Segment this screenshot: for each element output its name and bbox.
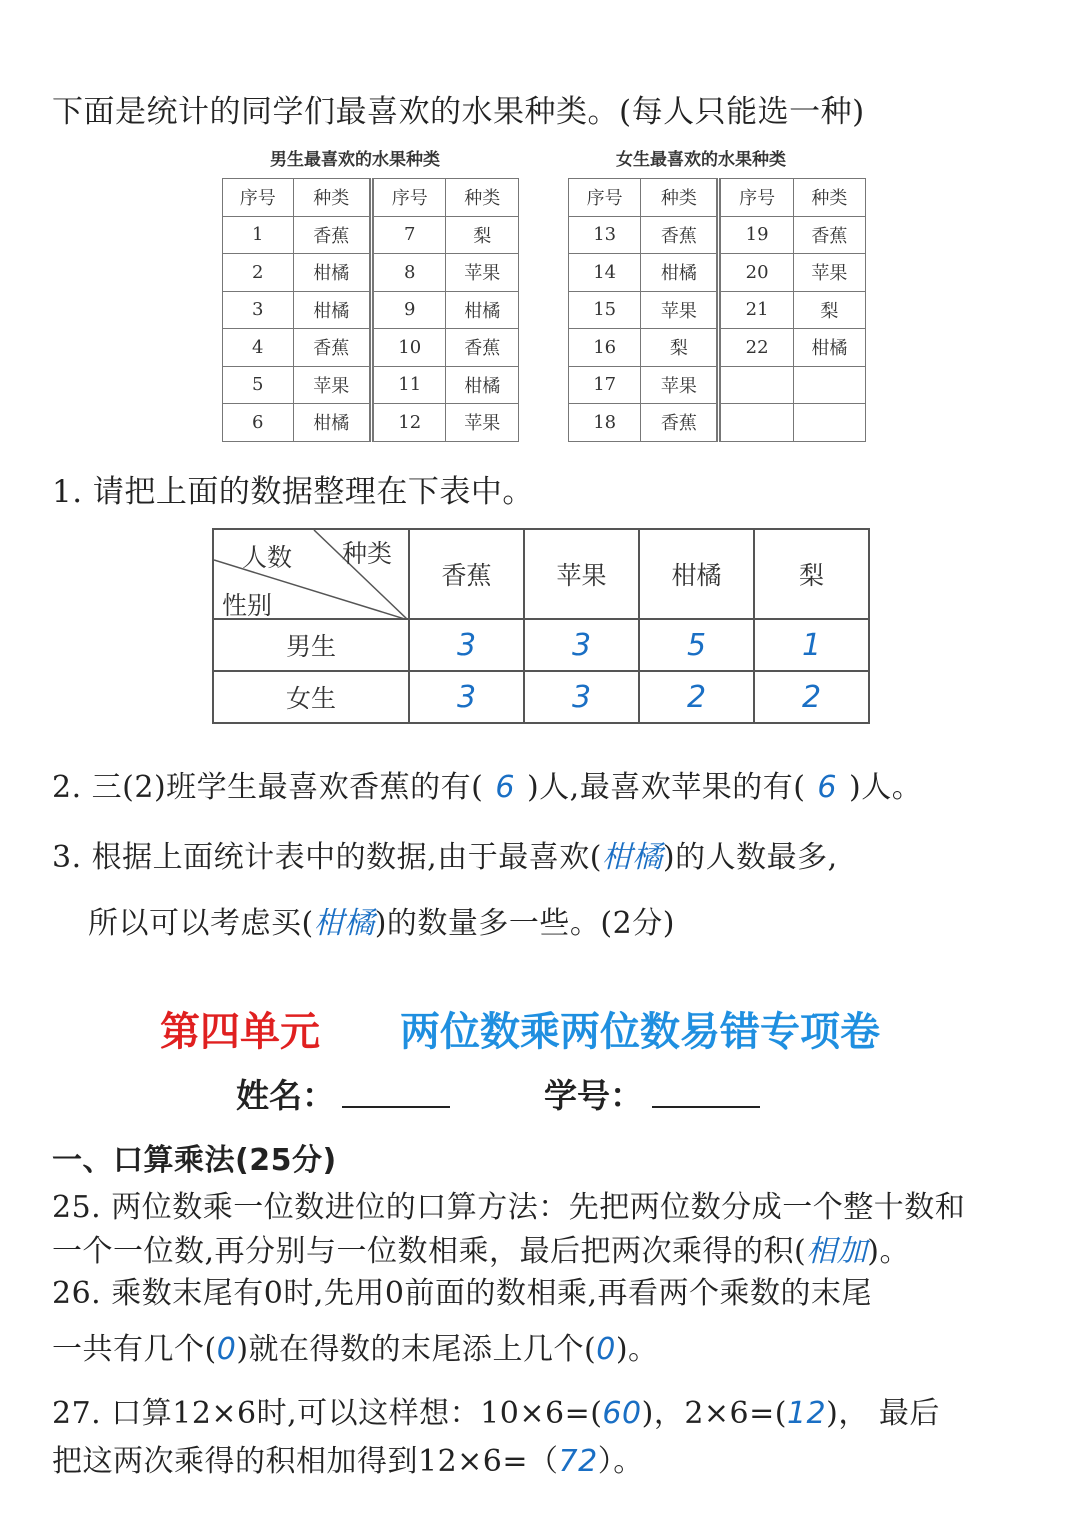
name-label: 姓名： [236,1076,335,1115]
table-cell: 15 [569,291,641,329]
table-cell: 3 [223,291,294,329]
q2-text-b: )人,最喜欢苹果的有( [526,770,806,805]
answer-cell: 3 [409,619,524,671]
intro-text: 下面是统计的同学们最喜欢的水果种类。(每人只能选一种) [52,94,865,130]
table-cell: 柑橘 [446,366,519,404]
table-cell: 1 [223,216,294,254]
q25-answer: 相加 [806,1234,868,1269]
answer-cell: 3 [409,671,524,723]
table-cell [719,366,793,404]
table-cell: 9 [371,291,446,329]
table-cell: 13 [569,216,641,254]
answer-cell: 2 [754,671,869,723]
table-cell: 12 [371,404,446,442]
q27-line-1 [52,1388,940,1432]
q25-line-2 [52,1226,910,1270]
q3-text-d: )的数量多一些。(2分) [374,906,675,941]
girls-table-caption: 女生最喜欢的水果种类 [616,150,786,170]
table-cell: 22 [719,329,793,367]
table-cell: 5 [223,366,294,404]
q26-text-b: )就在得数的末尾添上几个( [236,1332,597,1367]
table-cell: 11 [371,366,446,404]
table-cell: 梨 [793,291,865,329]
table-cell: 香蕉 [641,216,719,254]
answer-cell: 5 [639,619,754,671]
table-cell: 香蕉 [641,404,719,442]
table-cell: 6 [223,404,294,442]
boys-table-caption: 男生最喜欢的水果种类 [270,150,440,170]
table-cell: 10 [371,329,446,367]
q26-text-c: )。 [615,1332,659,1367]
q25-text-b: )。 [867,1234,910,1269]
q26-answer-1: 0 [216,1332,237,1367]
table-cell: 柑橘 [641,254,719,292]
corner-count-label: 人数 [242,543,293,572]
row-label: 男生 [213,619,409,671]
table-cell: 17 [569,366,641,404]
boys-table [222,178,519,442]
table-row [569,254,866,292]
row-label: 女生 [213,671,409,723]
table-cell: 柑橘 [293,291,371,329]
table-row [223,404,519,442]
table-cell: 14 [569,254,641,292]
q27-text-e: ）。 [597,1444,644,1479]
q26-answer-2: 0 [596,1332,616,1367]
header-cell: 序号 [223,179,294,217]
corner-cell [213,529,409,619]
table-cell [793,366,865,404]
table-cell: 2 [223,254,294,292]
q27-answer-3: 72 [558,1444,598,1479]
header-cell: 序号 [371,179,446,217]
q3-text-a: 3. 根据上面统计表中的数据,由于最喜欢( [52,840,602,875]
table-cell: 苹果 [793,254,865,292]
table-row [569,216,866,254]
header-cell: 种类 [641,179,719,217]
table-row [569,329,866,367]
q27-line-2 [52,1436,644,1480]
header-cell: 序号 [569,179,641,217]
header-cell: 种类 [793,179,865,217]
table-row [213,619,869,671]
fruit-header: 苹果 [524,529,639,619]
table-cell: 柑橘 [793,329,865,367]
q27-answer-1: 60 [602,1396,642,1431]
id-field[interactable] [652,1106,760,1108]
table-cell: 柑橘 [446,291,519,329]
question-1: 1. 请把上面的数据整理在下表中。 [52,474,534,510]
table-cell: 20 [719,254,793,292]
q3-answer-1: 柑橘 [601,840,663,875]
table-cell: 香蕉 [446,329,519,367]
question-3-line-2 [88,898,675,942]
id-label: 学号： [544,1076,643,1115]
answer-cell: 3 [524,619,639,671]
q2-text-a: 2. 三(2)班学生最喜欢香蕉的有( [52,770,484,805]
q26-line-1: 26. 乘数末尾有0时,先用0前面的数相乘,再看两个乘数的末尾 [52,1276,872,1311]
table-cell: 香蕉 [293,329,371,367]
table-row [223,366,519,404]
table-row [569,291,866,329]
table-row [223,329,519,367]
q2-answer-2: 6 [817,770,837,805]
table-row [213,671,869,723]
table-cell: 梨 [641,329,719,367]
header-cell: 序号 [719,179,793,217]
table-cell [719,404,793,442]
table-cell: 4 [223,329,294,367]
table-row [223,216,519,254]
q27-text-a: 27. 口算12×6时,可以这样想：10×6=( [52,1396,603,1431]
question-2 [52,762,922,806]
table-row [569,366,866,404]
fruit-header: 梨 [754,529,869,619]
table-cell: 19 [719,216,793,254]
q2-answer-1: 6 [495,770,515,805]
table-cell: 16 [569,329,641,367]
table-cell: 8 [371,254,446,292]
q27-text-d: 把这两次乘得的积相加得到12×6=（ [52,1444,559,1479]
table-cell: 苹果 [641,291,719,329]
table-cell [793,404,865,442]
girls-table [568,178,866,442]
table-cell: 柑橘 [293,404,371,442]
table-row [223,179,519,217]
q3-answer-2: 柑橘 [313,906,375,941]
table-row [223,254,519,292]
table-cell: 苹果 [293,366,371,404]
q26-text-a: 一共有几个( [52,1332,217,1367]
question-3-line-1 [52,832,838,876]
answer-cell: 3 [524,671,639,723]
q25-text-a: 一个一位数,再分别与一位数相乘，最后把两次乘得的积( [52,1234,807,1269]
table-cell: 柑橘 [293,254,371,292]
table-cell: 苹果 [446,404,519,442]
fruit-header: 香蕉 [409,529,524,619]
table-cell: 苹果 [446,254,519,292]
corner-gender-label: 性别 [222,591,273,620]
q2-text-c: )人。 [849,770,923,805]
name-field[interactable] [342,1106,450,1108]
table-row [569,179,866,217]
q3-text-c: 所以可以考虑买( [88,906,314,941]
answer-cell: 1 [754,619,869,671]
table-cell: 苹果 [641,366,719,404]
q3-text-b: )的人数最多, [662,840,838,875]
table-row [569,404,866,442]
table-cell: 21 [719,291,793,329]
corner-kind-label: 种类 [342,539,393,568]
unit-title-red: 第四单元 [160,1009,320,1055]
q25-line-1: 25. 两位数乘一位数进位的口算方法：先把两位数分成一个整十数和 [52,1190,966,1225]
table-cell: 梨 [446,216,519,254]
fruit-header: 柑橘 [639,529,754,619]
table-cell: 7 [371,216,446,254]
summary-table [212,528,870,724]
table-cell: 香蕉 [793,216,865,254]
q27-text-c: )， 最后 [826,1396,940,1431]
table-row [223,291,519,329]
header-cell: 种类 [293,179,371,217]
table-cell: 18 [569,404,641,442]
unit-title-blue: 两位数乘两位数易错专项卷 [400,1009,880,1055]
q27-answer-2: 12 [786,1396,827,1431]
answer-cell: 2 [639,671,754,723]
table-cell: 香蕉 [293,216,371,254]
q26-line-2 [52,1324,659,1368]
section-1-header: 一、口算乘法(25分) [52,1143,337,1178]
header-cell: 种类 [446,179,519,217]
table-row [213,529,869,619]
q27-text-b: )，2×6=( [641,1396,787,1431]
